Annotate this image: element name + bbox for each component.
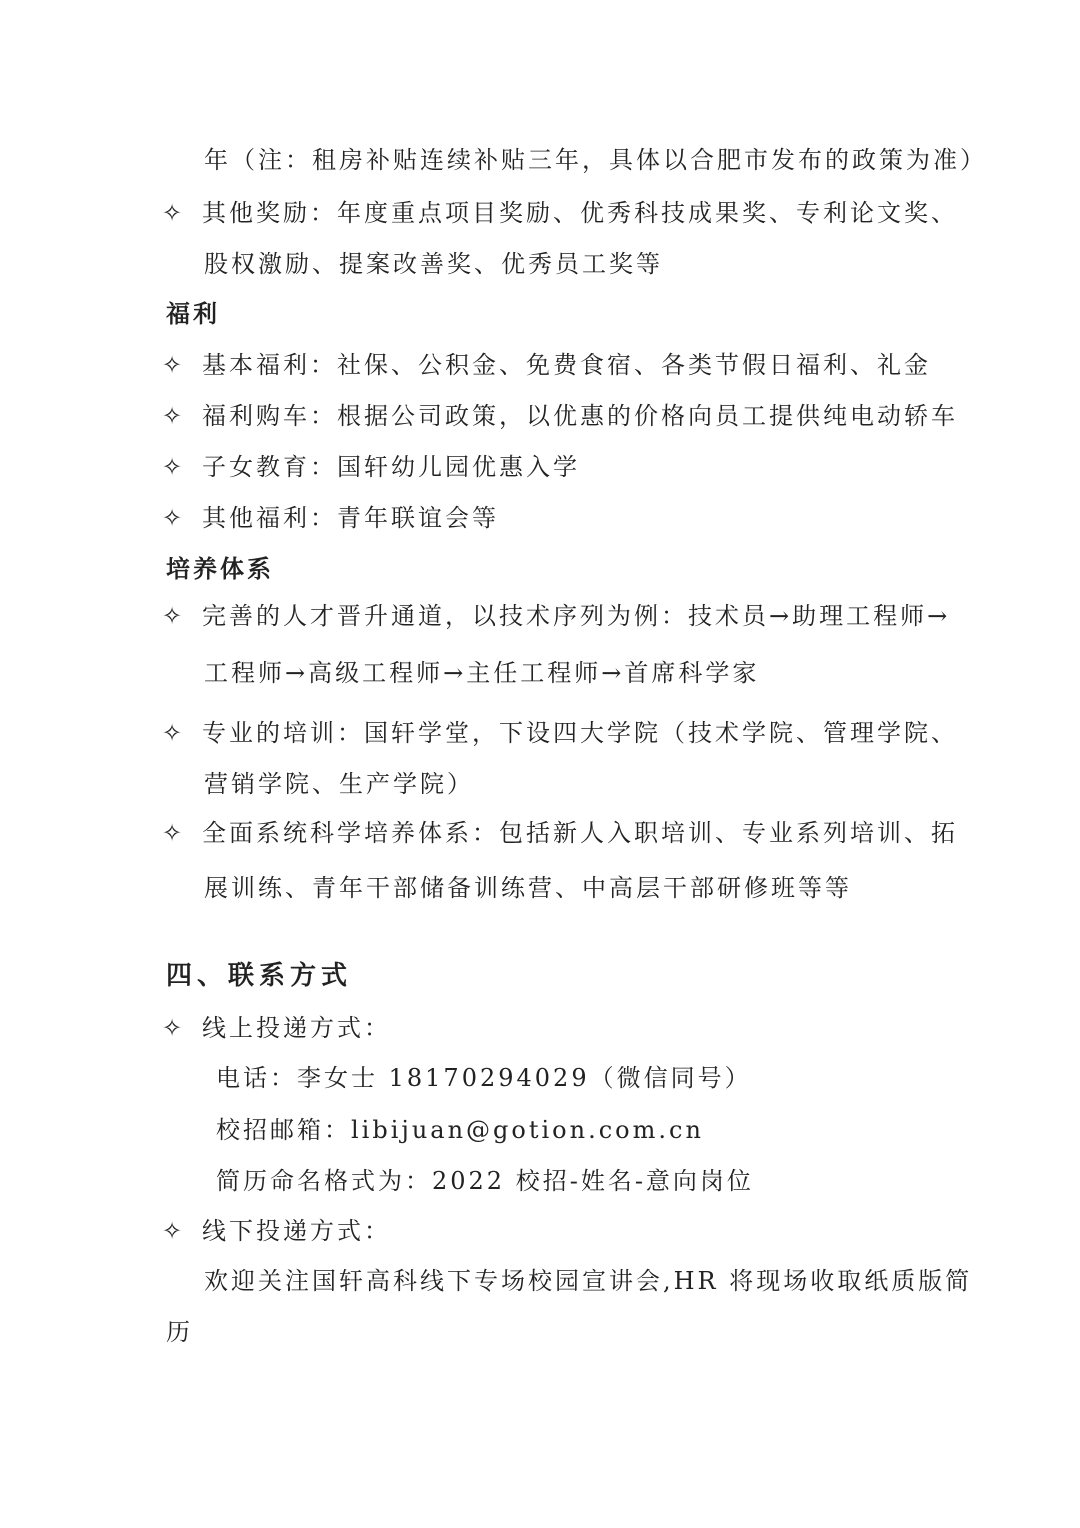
resume-naming-format: 简历命名格式为：2022 校招-姓名-意向岗位: [216, 1167, 754, 1195]
contact-phone: 电话：李女士 18170294029（微信同号）: [216, 1064, 752, 1092]
offline-delivery-label: 线下投递方式：: [202, 1217, 391, 1245]
list-item: [162, 1010, 391, 1046]
list-item: [162, 1213, 391, 1249]
professional-training-text: 专业的培训：国轩学堂，下设四大学院（技术学院、管理学院、: [202, 719, 958, 747]
bullet-icon: ✧: [162, 719, 186, 747]
contact-email: 校招邮箱：libijuan@gotion.com.cn: [216, 1116, 704, 1144]
list-item: [162, 815, 958, 851]
contact-section-title: 四、联系方式: [166, 961, 353, 991]
bullet-icon: ✧: [162, 602, 186, 630]
other-rewards-continuation: 股权激励、提案改善奖、优秀员工奖等: [204, 250, 663, 278]
bullet-icon: ✧: [162, 504, 186, 532]
bullet-icon: ✧: [162, 453, 186, 481]
list-item: [162, 598, 950, 634]
bullet-icon: ✧: [162, 819, 186, 847]
welfare-item: 基本福利：社保、公积金、免费食宿、各类节假日福利、礼金: [202, 351, 931, 379]
offline-delivery-text-continuation: 历: [166, 1318, 193, 1346]
welfare-heading: 福利: [166, 299, 220, 328]
welfare-item: 福利购车：根据公司政策，以优惠的价格向员工提供纯电动轿车: [202, 402, 958, 430]
training-heading: 培养体系: [166, 554, 274, 583]
list-item: [162, 195, 958, 231]
list-item: [162, 500, 499, 536]
list-item: [162, 449, 580, 485]
list-item: [162, 347, 931, 383]
bullet-icon: ✧: [162, 402, 186, 430]
offline-delivery-text: 欢迎关注国轩高科线下专场校园宣讲会,HR 将现场收取纸质版简: [204, 1267, 973, 1295]
training-system-text: 全面系统科学培养体系：包括新人入职培训、专业系列培训、拓: [202, 819, 958, 847]
list-item: [162, 715, 958, 751]
professional-training-continuation: 营销学院、生产学院）: [204, 770, 474, 798]
bullet-icon: ✧: [162, 1014, 186, 1042]
other-rewards-text: 其他奖励：年度重点项目奖励、优秀科技成果奖、专利论文奖、: [202, 199, 958, 227]
online-delivery-label: 线上投递方式：: [202, 1014, 391, 1042]
list-item: [162, 398, 958, 434]
rent-subsidy-note: 年（注：租房补贴连续补贴三年，具体以合肥市发布的政策为准）: [204, 146, 987, 174]
welfare-item: 其他福利：青年联谊会等: [202, 504, 499, 532]
training-system-continuation: 展训练、青年干部储备训练营、中高层干部研修班等等: [204, 874, 852, 902]
bullet-icon: ✧: [162, 351, 186, 379]
promotion-text: 完善的人才晋升通道，以技术序列为例：技术员→助理工程师→: [202, 602, 951, 630]
bullet-icon: ✧: [162, 199, 186, 227]
welfare-item: 子女教育：国轩幼儿园优惠入学: [202, 453, 580, 481]
promotion-continuation: 工程师→高级工程师→主任工程师→首席科学家: [204, 659, 760, 687]
bullet-icon: ✧: [162, 1217, 186, 1245]
